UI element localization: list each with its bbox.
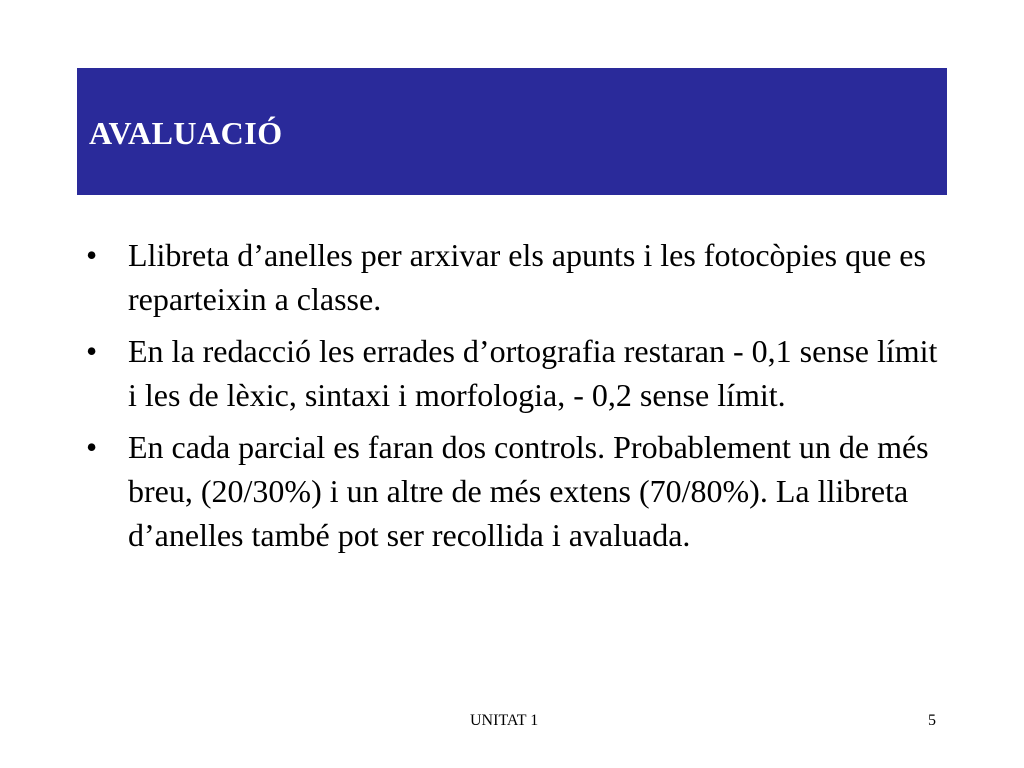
slide-title: AVALUACIÓ <box>89 115 283 151</box>
bullet-list <box>86 233 946 565</box>
bullet-item <box>86 425 946 557</box>
page-number: 5 <box>928 712 936 729</box>
bullet-text: Llibreta d’anelles per arxivar els apunts i les fotocòpies que es reparteixin a classe. <box>128 237 926 317</box>
title-bar <box>77 68 947 195</box>
bullet-text: En cada parcial es faran dos controls. Probablement un de més breu, (20/30%) i un altre de més extens (70/80%). La llibreta d’anelles també pot ser recollida i avaluada. <box>128 429 929 553</box>
bullet-marker: • <box>86 237 98 273</box>
bullet-marker: • <box>86 333 98 369</box>
bullet-item <box>86 329 946 417</box>
footer-label: UNITAT 1 <box>470 712 539 729</box>
bullet-item <box>86 233 946 321</box>
bullet-text: En la redacció les errades d’ortografia restaran - 0,1 sense límit i les de lèxic, sintaxi i morfologia, - 0,2 sense límit. <box>128 333 938 413</box>
bullet-marker: • <box>86 429 98 465</box>
